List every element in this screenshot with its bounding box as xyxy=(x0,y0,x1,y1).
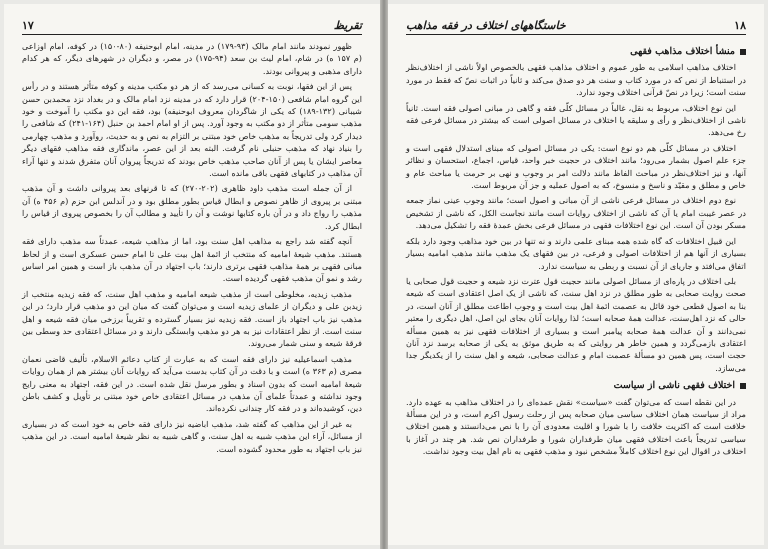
paragraph: در این نقطه است که می‌توان گفت «سیاست» نقش عمده‌ای را در اختلاف مذاهب به عهده دارد. مراد از سیاست همان اختلاف سیاسی میان صحابه پس از رحلت رسول اکرم است، و در این مسألهٔ خلافت است که اکثریت خلافت را با شورا و اقلیت معدودی آن را با نص می‌دانستند و همین اختلاف سیاسی تدریجاً باعث اختلاف فقهی میان طرفداران شورا و طرفداران نص شد. هر چند در آغاز با اختلاف در اقوال این نوع اختلاف کاملاً مشخص نبود و مذهب فقهی به نام اهل بیت وجود نداشت. xyxy=(406,396,746,457)
left-page-header xyxy=(22,14,362,32)
left-page-body xyxy=(22,40,362,537)
paragraph: مذهب زیدیه، مخلوطی است از مذهب شیعه امامیه و مذهب اهل سنت، که فقه زیدیه منتخب از زیدبن علی و دیگران از علمای زیدیه است و می‌توان گفت که میان این دو مذهب قرار دارد؛ در این مذهب نیز باب اجتهاد باز است. فقه زیدیه نیز بسیار گسترده و تقریباً برزخی میان فقه شیعه و اهل سنت است. از نظر اعتقادات نیز به هر دو مذهب وابستگی دارند و در مسائل اعتقادی حد وسطی بین فرقهٔ شیعه و سنی شمار می‌روند. xyxy=(22,288,362,349)
left-running-title: تقریظ xyxy=(333,19,362,32)
paragraph: پس از این فقها، نوبت به کسانی می‌رسد که از هر دو مکتب مدینه و کوفه متأثر هستند و در رأس این گروه امام شافعی (۱۵۰-۲۰۴) قرار دارد که در مدینه نزد امام مالک و در بغداد نزد محمدبن حسن شیبانی (۱۳۲-۱۸۹) که یکی از شاگردان معروف ابوحنیفه) بود، فقه این دو مکتب را آموخت و خود مذهب سومی متأثر از دو مکتب به وجود آورد. پس از او امام احمد بن حنبل (۱۶۴-۲۴۱) که شافعی را دیدار کرد ولی تدریجاً به مذهب خاص خود مبتنی بر التزام به نص و به حدیث، روآورد و مذهب چهارمی را بنیاد نهاد که مذهب حنبلی نام گرفت. البته بعد از این عصر، ماندگاری فقه مذاهب فقهای دیگر معاصر ایشان یا پس از آنان صاحب مذهب خاص بودند که تدریجاً پیروان آنان متفرق شدند و تنها آراء آن مذاهب در کتابهای فقهی باقی مانده است. xyxy=(22,81,363,179)
heading-bullet-icon xyxy=(740,383,746,389)
section-heading xyxy=(406,46,746,58)
paragraph: این نوع اختلاف، مربوط به نقل، غالباً در مسائل کلّی فقه و گاهی در مبانی اصولی فقه است. ثانیاً ناشی از اختلاف‌نظر و رأی و سلیقه یا اختلاف در مسائل اصولی است که بیشتر در مسائل فرعی فقه رخ می‌دهد. xyxy=(406,102,746,138)
paragraph: آنچه گفته شد راجع به مذاهب اهل سنت بود، اما از مذاهب شیعه، عمدتاً سه مذهب دارای فقه هستند. مذهب شیعهٔ امامیه که منتخب از ائمهٔ اهل بیت علی تا امام حسن عسکری است و از لحاظ مبانی فقهی بر همهٔ مذاهب فقهی برتری دارند؛ باب اجتهاد در آن مذهب باز است و همین امر اساس رشد و نمو آن مذهب فقهی گردیده است. xyxy=(22,236,362,284)
paragraph: اختلاف مذاهب اسلامی به طور عموم و اختلاف مذاهب فقهی بالخصوص اولاً ناشی از اختلاف‌نظر در استنباط از نص که در مورد کتاب و سنت هر دو صدق می‌کند و ثانیاً در اثبات نصّ که فقط در مورد سنت است؛ زیرا در نصّ قرآنی اختلاف وجود ندارد. xyxy=(406,62,746,98)
paragraph: این قبیل اختلافات که گاه شده همه مبنای علمی دارند و نه تنها در بین خود مذاهب وجود دارد بلکه بسیاری از آنها هم از اختلافات اصولی و فرعی، در بین فقهای یک مذهب مانند مذهب امامیه بسیار اتفاق می‌افتد و جاریای از آن نسبت و ربطی به سیاست ندارد. xyxy=(406,235,746,271)
right-page-header xyxy=(406,14,746,32)
book-gutter xyxy=(380,0,388,549)
paragraph: ظهور نمودند مانند امام مالک (۹۳-۱۷۹) در مدینه، امام ابوحنیفه (۸۰-۱۵۰) در کوفه، امام اوزاعی (م ۱۵۷ ه) در شام، امام لیث بن سعد (۹۴-۱۷۵) در مصر، و دیگران در شهرهای دیگر، که هر کدام دارای مذهبی و پیروانی بودند. xyxy=(22,41,362,76)
section-heading-text: منشأ اختلاف مذاهب فقهی xyxy=(630,46,735,57)
section-heading-text: اختلاف فقهی ناشی از سیاست xyxy=(613,380,735,392)
left-page xyxy=(4,4,380,545)
paragraph: از آن جمله است مذهب داود ظاهری (۲۰۲-۲۷۰) که تا قرنهای بعد پیروانی داشت و آن مذهب مبتنی بر پیروی از ظاهر نصوص و ابطال قیاس بطور مطلق بود و در آندلس ابن حزم (م ۴۵۶ ه) آن مذهب را رواج داد و در آن باره کتابها نوشت و آن را تأیید و مطالب آن را بخصوص پیروی از قیاس را ابطال کرد. xyxy=(22,183,362,231)
left-header-rule xyxy=(22,34,362,35)
left-page-number: ۱۷ xyxy=(22,19,34,32)
paragraph: اختلاف در مسائل کلّی هم دو نوع است: یکی در مسائل اصولی که مبنای استدلال فقهی است و جزء علم اصول بشمار می‌رود؛ مانند اختلاف در حجیت خبر واحد، قیاس، اجماع، استحسان و نظائر آنها، و نیز اختلاف‌نظر در مباحث الفاظ مانند دلالت امر بر وجوب و نهی بر حرمت یا مباحث عام و خاص و مطلق و مقیّد و ناسخ و منسوخ، که به اصول عملیه و جز آن مربوط است. xyxy=(406,142,746,191)
right-page xyxy=(388,4,764,545)
paragraph: مذهب اسماعیلیه نیز دارای فقه است که به عبارت از کتاب دعائم الاسلام، تألیف قاضی نعمان مصری (م ۳۶۳ ه) است و با دقت در آن کتاب بدست می‌آید که روایات آنان بیشتر هم از همان روایات شیعهٔ امامیه است که بدون اسناد و بطور مرسل نقل شده است. در این فقه، اجتهاد به معنی رایج وجود نداشته و عمدتاً علمای آن مذهب در مسائل اعتقادی خاص خود مبتنی بر تأویل و کشف باطن دین، کوشیده‌اند و در فقه کار چندانی نکرده‌اند. xyxy=(22,353,362,414)
paragraph: به غیر از این مذاهب که گفته شد، مذهب اباضیه نیز دارای فقه خاص به خود است که در بسیاری از مسائل، آراء این مذهب شبیه به اهل سنت، و گاهی شبیه به نظر شیعهٔ امامیه است. در این مذهب نیز باب اجتهاد به طور محدود گشوده است. xyxy=(22,418,362,454)
right-header-rule xyxy=(406,34,746,35)
right-page-body xyxy=(406,40,746,537)
right-running-title: خاستگاههای اختلاف در فقه مذاهب xyxy=(406,19,566,32)
paragraph: نوع دوم اختلاف در مسائل فرعی ناشی از آن مبانی و اصول است؛ مانند وجوب عینی نماز جمعه در عصر غیبت امام یا آن که ناشی از اختلاف روایات است مانند نجاست الکل، که ناشی از تشخیص مسکر بودن آن است. این نوع اختلافات فقهی در مسائل فرعی بخش عمدهٔ فقه را تشکیل می‌دهد. xyxy=(406,195,746,231)
right-page-number: ۱۸ xyxy=(734,19,746,32)
paragraph: بلی اختلاف در پاره‌ای از مسائل اصولی مانند حجیت قول عترت نزد شیعه و حجیت قول صحابی یا صحت روایت صحابی به طور مطلق در نزد اهل سنت، که ناشی از یک اصل اعتقادی است که شیعه بنا به اصول قطعی خود قائل به عصمت ائمهٔ اهل بیت است و وجوب اطاعت مطلق از آنان است، در حالی که نزد اهل‌سنت، عدالت همهٔ صحابه است؛ لذا روایات آنان بجای این اصل، اهل دیگری را معتبر نمی‌دانند و آن عدالت همهٔ صحابه پیامبر است و بسیاری از اختلافات فقهی نیز به همین مسأله اعتقادی بازمی‌گردد و همین خاطر هر روایتی که به طریق موثق به یکی از صحابه برسد نزد آنان حجت است، پس همین دو مسألهٔ عصمت امام و عدالت صحابی، شیعه و اهل سنت را از یکدیگر جدا می‌سازد. xyxy=(406,275,746,373)
heading-bullet-icon xyxy=(740,49,746,55)
section-heading xyxy=(406,380,746,392)
